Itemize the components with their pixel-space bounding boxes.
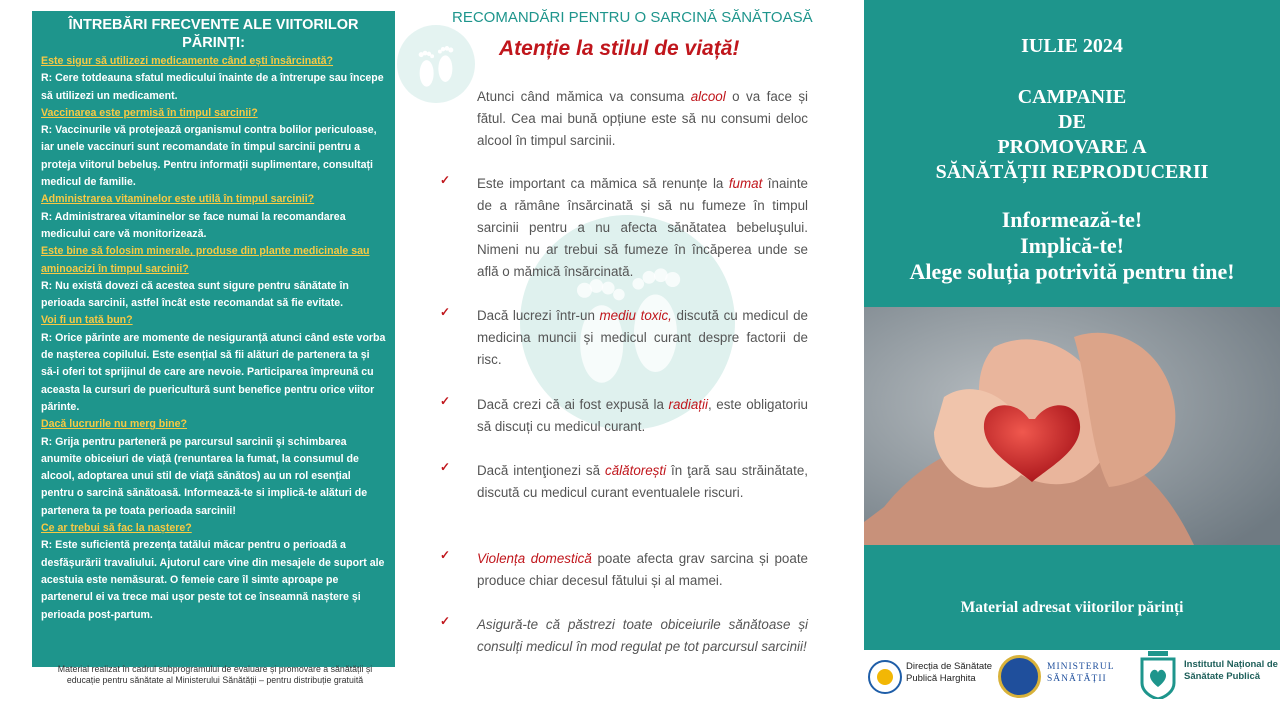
checkmark-icon: ✓ bbox=[440, 614, 451, 628]
faq-panel bbox=[32, 11, 395, 667]
faq-question: Este sigur să utilizezi medicamente când ești însărcinată? bbox=[41, 55, 334, 67]
faq-item bbox=[41, 191, 386, 243]
checkmark-icon: ✓ bbox=[440, 394, 451, 408]
campaign-panel bbox=[864, 0, 1280, 307]
campaign-slogan: Informează-te! Implică-te! Alege soluția potrivită pentru tine! bbox=[909, 207, 1235, 284]
faq-item bbox=[41, 312, 386, 416]
tip-radiation bbox=[440, 394, 808, 438]
faq-item bbox=[41, 53, 386, 105]
faq-answer: R: Orice părinte are momente de nesiguranță atunci când este vorba de nașterea copilului. Este esențial să fii alături de partenera ta și să-i oferi tot sprijinul de care are nevoie. Participarea împreună cu aceasta la cursuri de puericultură sunt benefice pentru orice viitor părinte. bbox=[41, 331, 386, 413]
audience-label: Material adresat viitorilor părinți bbox=[960, 599, 1184, 616]
faq-question: Administrarea vitaminelor este utilă în timpul sarcinii? bbox=[41, 193, 315, 206]
logo-bar bbox=[864, 650, 1280, 720]
faq-question: Dacă lucrurile nu merg bine? bbox=[41, 418, 187, 431]
dsp-harghita-name: Direcția de Sănătate Publică Harghita bbox=[906, 661, 993, 684]
faq-answer: R: Administrarea vitaminelor se face numai la recomandarea medicului care vă monitorizează. bbox=[41, 210, 346, 240]
campaign-date: IULIE 2024 bbox=[1021, 35, 1123, 57]
checkmark-icon: ✓ bbox=[440, 460, 451, 474]
faq-question: Ce ar trebui să fac la naștere? bbox=[41, 522, 192, 535]
tip-alcohol bbox=[440, 86, 808, 152]
hands-holding-heart-image bbox=[864, 307, 1280, 545]
tip-smoking bbox=[440, 173, 808, 283]
audience-panel bbox=[864, 545, 1280, 650]
faq-title: ÎNTREBĂRI FRECVENTE ALE VIITORILOR PĂRINȚI: bbox=[68, 17, 359, 51]
faq-answer: R: Vaccinurile vă protejează organismul contra bolilor periculoase, iar unele vaccinuri sunt recomandate în timpul sarcinii pentru a proteja viitorul bebeluș. Pentru informații suplimentare, consultați medicul de familie. bbox=[41, 124, 377, 189]
faq-item bbox=[41, 520, 386, 624]
checkmark-icon: ✓ bbox=[440, 548, 451, 562]
faq-item bbox=[41, 105, 386, 191]
tip-text: Atunci când mămica va consuma alcool o va face și fătul. Cea mai bună opțiune este să nu consumi deloc alcool în timpul sarcinii. bbox=[477, 89, 808, 148]
tip-text: Violența domestică poate afecta grav sarcina și poate produce chiar decesul fătului și al mamei. bbox=[477, 551, 808, 588]
tip-text: Dacă lucrezi într-un mediu toxic, discută cu medicul de medicina muncii și medicul curant despre factorii de risc. bbox=[477, 308, 808, 367]
section-heading: Atenție la stilul de viață! bbox=[499, 37, 740, 60]
faq-answer: R: Este suficientă prezența tatălui măcar pentru o perioadă a desfășurării travaliului. Ajutorul care vine din mesajele de suport ale acestuia este nemăsurat. O femeie care îl simte aproape pe partenerul ei va trece mai ușor peste tot ce înseamnă naștere și perioada post-partum. bbox=[41, 539, 385, 621]
faq-question: Este bine să folosim minerale, produse din plante medicinale sau aminoacizi în timpul sarcinii? bbox=[41, 245, 370, 275]
tip-healthy-habits bbox=[440, 614, 808, 658]
distribution-note: Material realizat în cadrul subprogramului de evaluare și promovare a sănătății și educație pentru sănătate al Ministerului Sănătății – pentru distribuție gratuită bbox=[57, 664, 373, 685]
dsp-harghita-logo-icon bbox=[868, 660, 902, 694]
faq-answer: R: Grija pentru parteneră pe parcursul sarcinii şi schimbarea anumite obiceiuri de viață (renuntarea la fumat, la consumul de alcool, adoptarea unui stil de viață sănătos) au un rol esențial pentru o sarcină sănătoasă. Informează-te si implică-te alături de partenera ta pe toata perioada sarcinii! bbox=[41, 435, 368, 517]
checkmark-icon: ✓ bbox=[440, 305, 451, 319]
tip-text: Dacă crezi că ai fost expusă la radiații, este obligatoriu să discuți cu medicul curant. bbox=[477, 397, 808, 434]
insp-logo-icon bbox=[1140, 651, 1176, 699]
tip-travel bbox=[440, 460, 808, 504]
tip-text: Asigură-te că păstrezi toate obiceiurile sănătoase și consulți medicul în mod regulat pe tot parcursul sarcinii! bbox=[477, 617, 808, 654]
faq-answer: R: Cere totdeauna sfatul medicului înainte de a întrerupe sau începe să utilizezi un medicament. bbox=[41, 72, 384, 102]
tip-text: Este important ca mămica să renunțe la fumat înainte de a rămâne însărcinată și să nu fumeze în timpul sarcinii pentru a nu afecta sănătatea bebeluşului. Nimeni nu ar trebui să fumeze în încăperea unde se află o mămică însărcinată. bbox=[477, 176, 808, 279]
insp-name: Institutul Național de Sănătate Publică bbox=[1184, 659, 1278, 682]
section-header: RECOMANDĂRI PENTRU O SARCINĂ SĂNĂTOASĂ bbox=[452, 9, 813, 26]
government-seal-icon bbox=[998, 655, 1041, 698]
faq-item bbox=[41, 416, 386, 520]
campaign-title: CAMPANIE DE PROMOVARE A SĂNĂTĂȚII REPRODUCERII bbox=[935, 86, 1209, 183]
faq-question: Voi fi un tată bun? bbox=[41, 314, 133, 327]
faq-answer: R: Nu există dovezi că acestea sunt sigure pentru sănătate în perioada sarcinii, astfel încât este recomandat să fie evitate. bbox=[41, 279, 349, 310]
tip-text: Dacă intenţionezi să călătorești în ţară sau străinătate, discută cu medicul curant eventualele riscuri. bbox=[477, 463, 808, 500]
ministry-name: MINISTERUL SĂNĂTĂȚII bbox=[1047, 662, 1115, 684]
faq-question: Vaccinarea este permisă în timpul sarcinii? bbox=[41, 106, 258, 119]
faq-item bbox=[41, 243, 386, 312]
tip-toxic-environment bbox=[440, 305, 808, 371]
checkmark-icon: ✓ bbox=[440, 173, 451, 187]
tip-domestic-violence bbox=[440, 548, 808, 592]
